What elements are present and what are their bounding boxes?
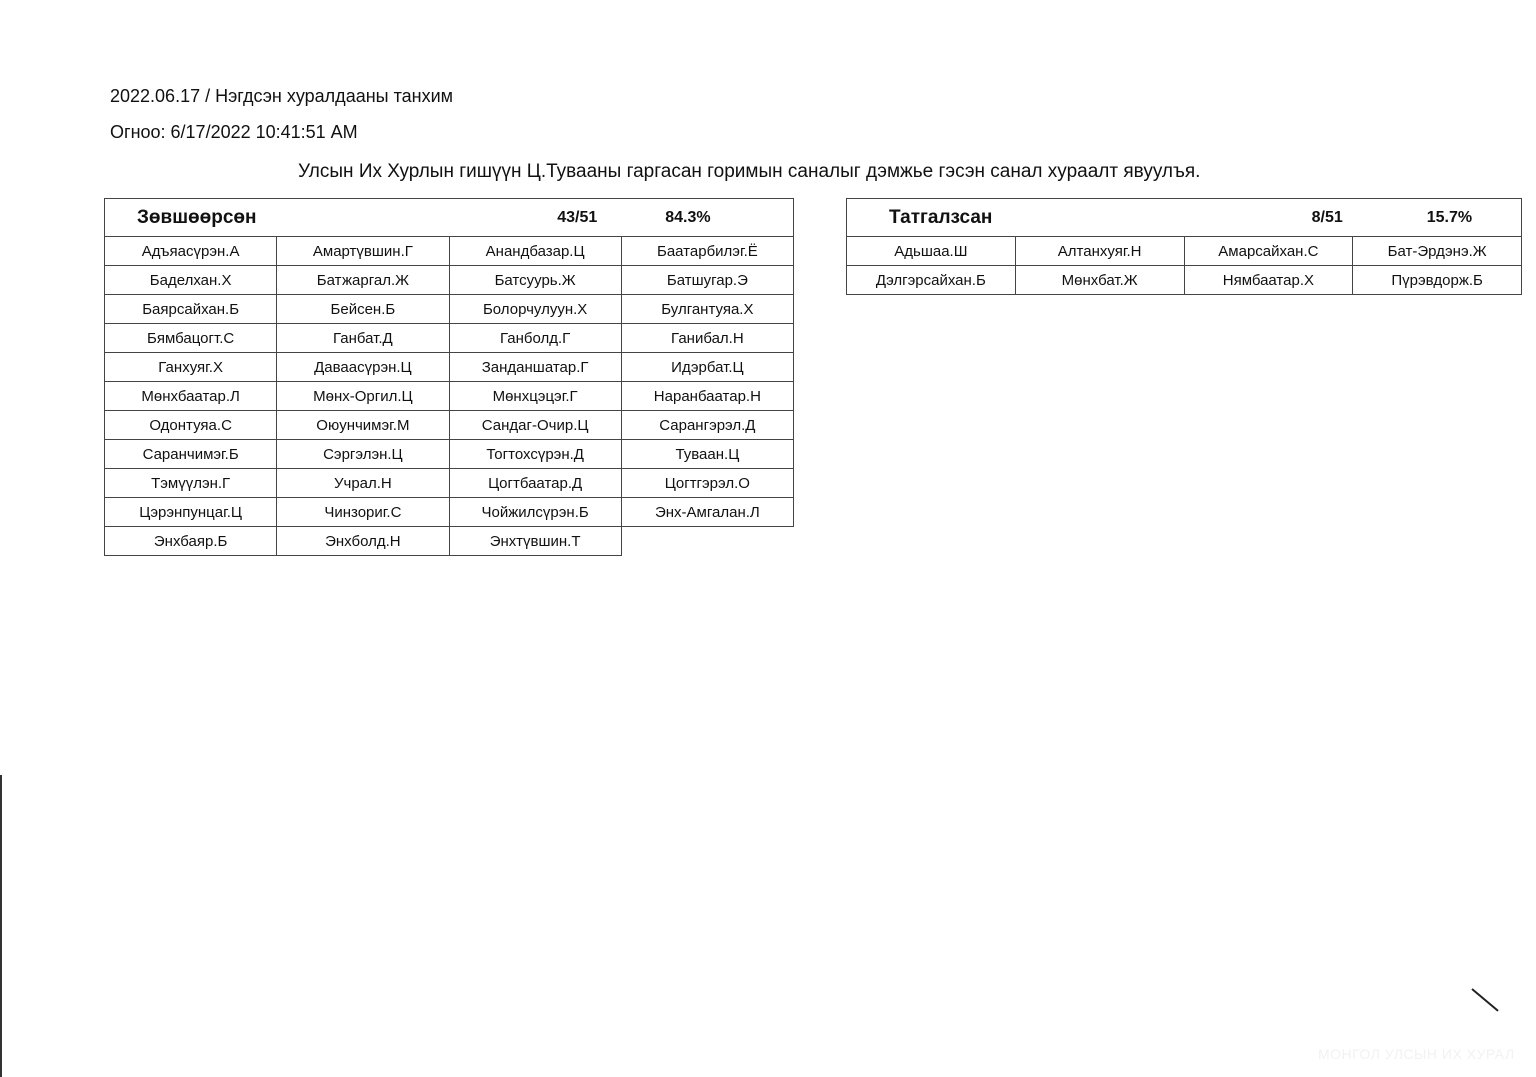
member-name-cell: Бейсен.Б [277, 295, 449, 324]
member-name-cell: Бат-Эрдэнэ.Ж [1353, 237, 1522, 266]
approved-votes-table [104, 198, 794, 556]
member-name-cell: Цогтбаатар.Д [449, 469, 621, 498]
member-name-cell: Чинзориг.С [277, 498, 449, 527]
vote-timestamp: Огноо: 6/17/2022 10:41:51 AM [110, 122, 358, 142]
table-row [847, 237, 1522, 266]
table-row [105, 324, 794, 353]
empty-cell [621, 527, 793, 556]
member-name-cell: Батсуурь.Ж [449, 266, 621, 295]
table-row [105, 411, 794, 440]
member-name-cell: Болорчулуун.Х [449, 295, 621, 324]
member-name-cell: Амартүвшин.Г [277, 237, 449, 266]
member-name-cell: Батжаргал.Ж [277, 266, 449, 295]
rejected-label: Татгалзсан [847, 199, 1185, 237]
scan-pen-mark [1471, 988, 1498, 1011]
member-name-cell: Тогтохсүрэн.Д [449, 440, 621, 469]
approved-count: 43/51 [449, 199, 621, 237]
member-name-cell: Оюунчимэг.М [277, 411, 449, 440]
member-name-cell: Анандбазар.Ц [449, 237, 621, 266]
member-name-cell: Саранчимэг.Б [105, 440, 277, 469]
member-name-cell: Булгантуяа.Х [621, 295, 793, 324]
table-row [105, 353, 794, 382]
member-name-cell: Мөнх-Оргил.Ц [277, 382, 449, 411]
member-name-cell: Сэргэлэн.Ц [277, 440, 449, 469]
watermark: МОНГОЛ УЛСЫН ИХ ХУРАЛ [1318, 1046, 1515, 1062]
member-name-cell: Энхтүвшин.Т [449, 527, 621, 556]
vote-motion-title: Улсын Их Хурлын гишүүн Ц.Туваан​ы гаргасан горимын саналыг дэмжье гэсэн санал хураалт явуулъя. [298, 161, 1201, 182]
member-name-cell: Алтанхуяг.Н [1015, 237, 1184, 266]
member-name-cell: Дэлгэрсайхан.Б [847, 266, 1016, 295]
table-row [105, 382, 794, 411]
member-name-cell: Учрал.Н [277, 469, 449, 498]
member-name-cell: Адьшаа.Ш [847, 237, 1016, 266]
member-name-cell: Пүрэвдорж.Б [1353, 266, 1522, 295]
member-name-cell: Занданшатар.Г [449, 353, 621, 382]
table-row [847, 266, 1522, 295]
table-row [105, 440, 794, 469]
approved-names-body [105, 237, 794, 556]
member-name-cell: Даваасүрэн.Ц [277, 353, 449, 382]
table-row [105, 295, 794, 324]
member-name-cell: Нямбаатар.Х [1184, 266, 1353, 295]
member-name-cell: Мөнхбаатар.Л [105, 382, 277, 411]
member-name-cell: Сандаг-Очир.Ц [449, 411, 621, 440]
member-name-cell: Баделхан.Х [105, 266, 277, 295]
table-row [105, 527, 794, 556]
member-name-cell: Баярсайхан.Б [105, 295, 277, 324]
rejected-votes-table [846, 198, 1522, 295]
member-name-cell: Ганбат.Д [277, 324, 449, 353]
member-name-cell: Чойжилсүрэн.Б [449, 498, 621, 527]
scan-edge-mark [0, 775, 2, 1077]
member-name-cell: Бямбацогт.С [105, 324, 277, 353]
table-row [105, 498, 794, 527]
member-name-cell: Мөнхбат.Ж [1015, 266, 1184, 295]
member-name-cell: Цогтгэрэл.О [621, 469, 793, 498]
member-name-cell: Наранбаатар.Н [621, 382, 793, 411]
member-name-cell: Ганхуяг.Х [105, 353, 277, 382]
rejected-header-row [847, 199, 1522, 237]
table-row [105, 266, 794, 295]
approved-label: Зөвшөөрсөн [105, 199, 450, 237]
table-row [105, 237, 794, 266]
rejected-percent: 15.7% [1353, 199, 1522, 237]
approved-header-row [105, 199, 794, 237]
member-name-cell: Сарангэрэл.Д [621, 411, 793, 440]
member-name-cell: Адъяасүрэн.А [105, 237, 277, 266]
member-name-cell: Тэмүүлэн.Г [105, 469, 277, 498]
rejected-count: 8/51 [1184, 199, 1353, 237]
member-name-cell: Идэрбат.Ц [621, 353, 793, 382]
member-name-cell: Туваан.Ц [621, 440, 793, 469]
member-name-cell: Цэрэнпунцаг.Ц [105, 498, 277, 527]
member-name-cell: Амарсайхан.С [1184, 237, 1353, 266]
table-row [105, 469, 794, 498]
member-name-cell: Мөнхцэцэг.Г [449, 382, 621, 411]
member-name-cell: Одонтуяа.С [105, 411, 277, 440]
member-name-cell: Энхболд.Н [277, 527, 449, 556]
member-name-cell: Энхбаяр.Б [105, 527, 277, 556]
member-name-cell: Ганболд.Г [449, 324, 621, 353]
approved-percent: 84.3% [621, 199, 793, 237]
session-date-place: 2022.06.17 / Нэгдсэн хуралдааны танхим [110, 86, 454, 106]
member-name-cell: Баатарбилэг.Ё [621, 237, 793, 266]
member-name-cell: Ганибал.Н [621, 324, 793, 353]
rejected-names-body [847, 237, 1522, 295]
member-name-cell: Батшугар.Э [621, 266, 793, 295]
member-name-cell: Энх-Амгалан.Л [621, 498, 793, 527]
